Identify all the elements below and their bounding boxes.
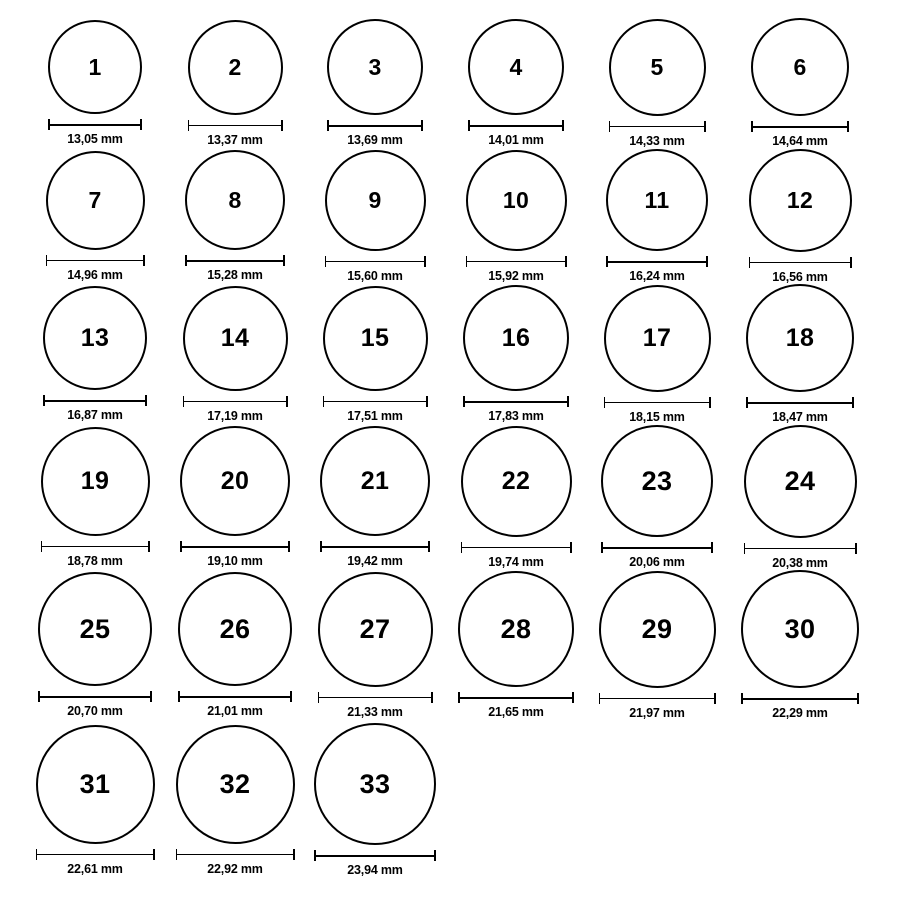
ring-circle bbox=[327, 19, 423, 115]
ring-size-item bbox=[587, 285, 727, 424]
ring-circle bbox=[183, 286, 288, 391]
ring-circle bbox=[323, 286, 428, 391]
ring-size-item bbox=[305, 19, 445, 147]
diameter-label: 17,19 mm bbox=[207, 408, 263, 423]
diameter-measure-bar bbox=[751, 121, 849, 131]
diameter-measure-bar bbox=[468, 120, 564, 130]
ring-size-item bbox=[25, 427, 165, 568]
ring-circle bbox=[461, 426, 572, 537]
ring-size-number: 11 bbox=[644, 186, 670, 213]
diameter-label: 15,92 mm bbox=[488, 268, 544, 283]
ring-size-number: 28 bbox=[500, 613, 532, 644]
diameter-measure-bar bbox=[178, 691, 292, 701]
diameter-measure-bar bbox=[38, 691, 152, 701]
ring-size-number: 19 bbox=[80, 466, 110, 495]
ring-size-number: 21 bbox=[360, 466, 390, 495]
ring-size-item bbox=[446, 150, 586, 283]
diameter-label: 22,92 mm bbox=[207, 861, 263, 876]
ring-size-number: 17 bbox=[642, 323, 672, 352]
diameter-label: 21,33 mm bbox=[347, 704, 403, 719]
diameter-measure-bar bbox=[327, 120, 423, 130]
ring-size-number: 22 bbox=[501, 466, 531, 495]
diameter-label: 14,96 mm bbox=[67, 267, 123, 282]
diameter-measure-bar bbox=[43, 395, 147, 405]
ring-size-number: 12 bbox=[786, 186, 814, 213]
diameter-label: 15,28 mm bbox=[207, 268, 263, 282]
ring-circle bbox=[314, 723, 436, 845]
ring-size-number: 4 bbox=[509, 53, 523, 80]
diameter-label: 17,51 mm bbox=[347, 408, 403, 423]
ring-circle bbox=[41, 427, 150, 536]
ring-circle bbox=[609, 19, 706, 116]
diameter-label: 14,64 mm bbox=[772, 134, 828, 148]
ring-size-item bbox=[730, 570, 870, 720]
ring-size-item bbox=[165, 286, 305, 423]
ring-size-number: 27 bbox=[359, 613, 391, 644]
ring-size-item bbox=[305, 572, 445, 719]
ring-circle bbox=[318, 572, 433, 687]
ring-size-item bbox=[165, 572, 305, 718]
ring-size-item bbox=[25, 20, 165, 146]
ring-circle bbox=[604, 285, 711, 392]
diameter-measure-bar bbox=[749, 257, 852, 267]
diameter-measure-bar bbox=[741, 693, 859, 703]
diameter-measure-bar bbox=[188, 120, 283, 130]
ring-size-number: 25 bbox=[79, 613, 111, 644]
ring-circle bbox=[746, 284, 854, 392]
diameter-label: 17,83 mm bbox=[488, 409, 544, 423]
ring-size-item bbox=[305, 426, 445, 568]
diameter-measure-bar bbox=[604, 397, 711, 407]
ring-size-number: 20 bbox=[220, 466, 250, 495]
ring-circle bbox=[180, 426, 290, 536]
ring-circle bbox=[178, 572, 292, 686]
diameter-label: 18,78 mm bbox=[67, 553, 123, 568]
diameter-measure-bar bbox=[458, 692, 574, 702]
ring-size-number: 2 bbox=[228, 53, 242, 80]
ring-circle bbox=[751, 18, 849, 116]
diameter-label: 23,94 mm bbox=[347, 863, 403, 877]
ring-size-number: 10 bbox=[502, 186, 530, 213]
diameter-label: 14,33 mm bbox=[629, 133, 685, 148]
ring-size-item bbox=[165, 725, 305, 876]
diameter-measure-bar bbox=[314, 850, 436, 860]
ring-size-item bbox=[730, 18, 870, 148]
ring-size-number: 3 bbox=[368, 53, 382, 80]
ring-circle bbox=[43, 286, 147, 390]
diameter-measure-bar bbox=[36, 849, 155, 859]
diameter-label: 21,97 mm bbox=[629, 705, 685, 720]
diameter-label: 21,65 mm bbox=[488, 705, 544, 719]
diameter-label: 21,01 mm bbox=[207, 704, 263, 718]
diameter-label: 16,87 mm bbox=[67, 408, 123, 422]
ring-size-number: 29 bbox=[641, 613, 673, 644]
diameter-label: 16,56 mm bbox=[772, 269, 828, 284]
ring-size-item bbox=[587, 149, 727, 283]
ring-size-item bbox=[305, 723, 445, 877]
ring-size-number: 33 bbox=[359, 768, 391, 799]
ring-circle bbox=[48, 20, 142, 114]
ring-size-number: 30 bbox=[784, 613, 816, 644]
diameter-measure-bar bbox=[601, 542, 713, 552]
ring-circle bbox=[463, 285, 569, 391]
ring-size-number: 8 bbox=[228, 186, 242, 213]
diameter-label: 15,60 mm bbox=[347, 268, 403, 283]
ring-size-number: 31 bbox=[79, 768, 111, 799]
ring-size-number: 14 bbox=[220, 323, 250, 352]
diameter-label: 22,61 mm bbox=[67, 861, 123, 876]
ring-circle bbox=[606, 149, 708, 251]
ring-size-number: 32 bbox=[219, 768, 251, 799]
ring-size-item bbox=[25, 151, 165, 282]
diameter-label: 19,42 mm bbox=[347, 554, 403, 568]
diameter-label: 19,10 mm bbox=[207, 554, 263, 568]
diameter-measure-bar bbox=[183, 396, 288, 406]
diameter-measure-bar bbox=[323, 396, 428, 406]
ring-size-number: 24 bbox=[784, 465, 816, 496]
ring-size-number: 16 bbox=[501, 323, 531, 352]
diameter-measure-bar bbox=[606, 256, 708, 266]
ring-circle bbox=[46, 151, 145, 250]
ring-circle bbox=[744, 425, 857, 538]
diameter-measure-bar bbox=[41, 541, 150, 551]
ring-circle bbox=[320, 426, 430, 536]
ring-size-number: 9 bbox=[368, 186, 382, 213]
ring-size-item bbox=[305, 150, 445, 283]
ring-circle bbox=[38, 572, 152, 686]
ring-circle bbox=[458, 571, 574, 687]
diameter-measure-bar bbox=[320, 541, 430, 551]
ring-size-number: 26 bbox=[219, 613, 251, 644]
diameter-measure-bar bbox=[599, 693, 716, 703]
ring-size-item bbox=[165, 150, 305, 282]
ring-size-item bbox=[446, 571, 586, 719]
ring-size-item bbox=[446, 19, 586, 147]
ring-size-item bbox=[25, 286, 165, 422]
ring-size-number: 1 bbox=[88, 53, 102, 80]
diameter-measure-bar bbox=[325, 256, 426, 266]
diameter-label: 14,01 mm bbox=[488, 133, 544, 147]
diameter-label: 18,15 mm bbox=[629, 409, 685, 424]
diameter-label: 22,29 mm bbox=[772, 706, 828, 720]
ring-circle bbox=[599, 571, 716, 688]
ring-size-item bbox=[730, 425, 870, 570]
ring-size-number: 18 bbox=[785, 323, 815, 352]
ring-size-item bbox=[305, 286, 445, 423]
ring-circle bbox=[188, 20, 283, 115]
diameter-label: 20,38 mm bbox=[772, 555, 828, 570]
ring-size-item bbox=[446, 426, 586, 569]
ring-circle bbox=[741, 570, 859, 688]
ring-circle bbox=[185, 150, 285, 250]
ring-circle bbox=[466, 150, 567, 251]
ring-circle bbox=[749, 149, 852, 252]
ring-size-number: 7 bbox=[88, 186, 102, 213]
ring-size-item bbox=[25, 725, 165, 876]
ring-size-number: 13 bbox=[80, 323, 110, 352]
diameter-label: 13,37 mm bbox=[207, 132, 263, 147]
ring-size-number: 5 bbox=[650, 53, 664, 80]
ring-size-item bbox=[25, 572, 165, 718]
ring-size-number: 6 bbox=[793, 53, 807, 80]
diameter-label: 18,47 mm bbox=[772, 410, 828, 424]
ring-size-item bbox=[587, 19, 727, 148]
ring-size-number: 23 bbox=[641, 465, 673, 496]
diameter-measure-bar bbox=[746, 397, 854, 407]
diameter-measure-bar bbox=[609, 121, 706, 131]
diameter-measure-bar bbox=[461, 542, 572, 552]
ring-size-item bbox=[587, 425, 727, 569]
ring-size-item bbox=[446, 285, 586, 423]
diameter-label: 20,70 mm bbox=[67, 704, 123, 718]
diameter-measure-bar bbox=[180, 541, 290, 551]
ring-size-item bbox=[730, 149, 870, 284]
ring-circle bbox=[176, 725, 295, 844]
diameter-measure-bar bbox=[185, 255, 285, 265]
ring-size-item bbox=[165, 20, 305, 147]
diameter-label: 16,24 mm bbox=[629, 269, 685, 283]
ring-size-number: 15 bbox=[360, 323, 390, 352]
ring-size-item bbox=[587, 571, 727, 720]
ring-circle bbox=[468, 19, 564, 115]
diameter-label: 13,69 mm bbox=[347, 133, 403, 147]
ring-size-item bbox=[730, 284, 870, 424]
ring-size-item bbox=[165, 426, 305, 568]
diameter-label: 19,74 mm bbox=[488, 554, 544, 569]
diameter-label: 20,06 mm bbox=[629, 555, 685, 569]
diameter-measure-bar bbox=[466, 256, 567, 266]
diameter-measure-bar bbox=[48, 119, 142, 129]
diameter-measure-bar bbox=[176, 849, 295, 859]
diameter-measure-bar bbox=[318, 692, 433, 702]
diameter-measure-bar bbox=[744, 543, 857, 553]
diameter-label: 13,05 mm bbox=[67, 132, 123, 146]
ring-circle bbox=[601, 425, 713, 537]
ring-circle bbox=[325, 150, 426, 251]
ring-circle bbox=[36, 725, 155, 844]
diameter-measure-bar bbox=[46, 255, 145, 265]
diameter-measure-bar bbox=[463, 396, 569, 406]
